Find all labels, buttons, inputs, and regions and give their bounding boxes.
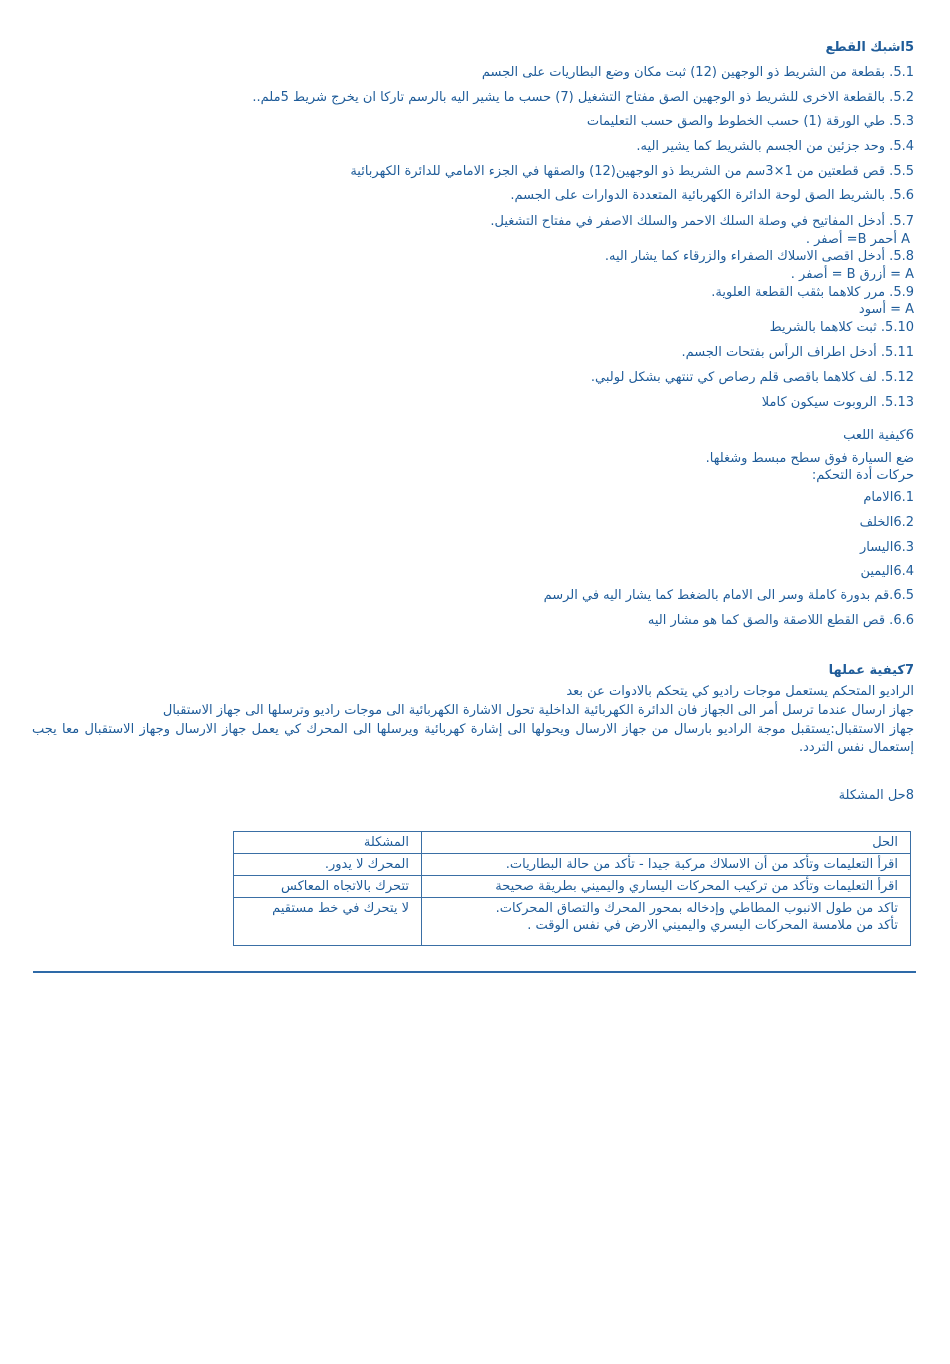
step-6-1: 6.1الامام xyxy=(863,490,914,505)
header-solution: الحل xyxy=(422,832,911,854)
step-5-11: 5.11. أدخل اطراف الرأس بفتحات الجسم. xyxy=(681,345,914,360)
how-it-works-line-2: جهاز ارسال عندما ترسل أمر الى الجهاز فان الدائرة الكهربائية الداخلية تحول الاشارة الكهربائية الى موجات راديو وترسلها الى جهاز الاستقبال xyxy=(162,703,914,718)
step-5-7: 5.7. أدخل المفاتيح في وصلة السلك الاحمر والسلك الاصفر في مفتاح التشغيل. xyxy=(490,214,914,229)
step-5-2: 5.2. بالقطعة الاخرى للشريط ذو الوجهين الصق مفتاح التشغيل (7) حسب ما يشير اليه بالرسم تاركا ان يخرج شريط 5ملم.. xyxy=(252,90,914,105)
step-5-13: 5.13. الروبوت سيكون كاملا xyxy=(761,395,914,410)
wire-note-black: A = أسود xyxy=(858,302,914,317)
step-5-1: 5.1. بقطعة من الشريط ذو الوجهين (12) ثبت مكان وضع البطاريات على الجسم xyxy=(481,65,914,80)
wire-note-red-yellow: A أحمر B= أصفر . xyxy=(805,232,910,247)
section-5-heading: 5اشبك القطع xyxy=(825,40,914,55)
step-5-9: 5.9. مرر كلاهما بثقب القطعة العلوية. xyxy=(711,285,914,300)
step-5-3: 5.3. طي الورقة (1) حسب الخطوط والصق حسب التعليمات xyxy=(586,114,914,129)
section-8-heading: 8حل المشكلة xyxy=(838,788,914,803)
step-6-6: 6.6. قص القطع اللاصقة والصق كما هو مشار اليه xyxy=(647,613,914,628)
table-row xyxy=(234,854,911,876)
problem-cell: تتحرك بالاتجاه المعاكس xyxy=(234,876,422,898)
problem-cell: لا يتحرك في خط مستقيم xyxy=(234,898,422,946)
step-5-4: 5.4. وحد جزئين من الجسم بالشريط كما يشير اليه. xyxy=(636,139,914,154)
section-7-heading: 7كيفية عملها xyxy=(828,663,914,678)
solution-cell xyxy=(422,898,911,946)
how-it-works-line-3: جهاز الاستقبال:يستقبل موجة الراديو بارسال من جهاز الارسال ويحولها الى إشارة كهربائية ويرسلها الى المحرك كي يعمل جهاز الارسال وجهاز الاستقبال معا يجب إستعمال نفس التردد. xyxy=(32,722,914,755)
solution-line: اقرأ التعليمات وتأكد من تركيب المحركات اليساري واليميني بطريقة صحيحة xyxy=(495,879,898,894)
solution-line: اقرأ التعليمات وتأكد من أن الاسلاك مركبة جيدا - تأكد من حالة البطاريات. xyxy=(505,857,898,872)
solution-line: تاكد من طول الانبوب المطاطي وإدخاله بمحور المحرك والتصاق المحركات. xyxy=(495,901,898,916)
step-5-8: 5.8. أدخل اقصى الاسلاك الصفراء والزرقاء كما يشار اليه. xyxy=(604,249,914,264)
step-5-5: 5.5. قص قطعتين من 1×3سم من الشريط ذو الوجهين(12) والصقها في الجزء الامامي للدائرة الكهربائية xyxy=(350,164,914,179)
wire-note-blue-yellow: A = أزرق B = أصفر . xyxy=(790,267,914,282)
step-6-3: 6.3اليسار xyxy=(859,540,914,555)
step-5-10: 5.10. ثبت كلاهما بالشريط xyxy=(769,320,914,335)
step-6-4: 6.4اليمين xyxy=(860,564,914,579)
problem-cell: المحرك لا يدور. xyxy=(234,854,422,876)
table-row xyxy=(234,876,911,898)
header-problem: المشكلة xyxy=(234,832,422,854)
play-intro-line-1: ضع السيارة فوق سطح مبسط وشغلها. xyxy=(705,451,914,466)
step-6-2: 6.2الخلف xyxy=(859,515,914,530)
table-row xyxy=(234,898,911,946)
how-it-works-line-1: الراديو المتحكم يستعمل موجات راديو كي يتحكم بالادوات عن بعد xyxy=(566,684,914,699)
table-header-row xyxy=(234,832,911,854)
play-intro-line-2: حركات أدة التحكم: xyxy=(811,468,914,483)
footer-divider xyxy=(33,971,916,973)
step-6-5: 6.5.قم بدورة كاملة وسر الى الامام بالضغط كما يشار اليه في الرسم xyxy=(543,588,914,603)
step-5-12: 5.12. لف كلاهما باقصى قلم رصاص كي تنتهي بشكل لولبي. xyxy=(590,370,914,385)
solution-cell xyxy=(422,854,911,876)
step-5-6: 5.6. بالشريط الصق لوحة الدائرة الكهربائية المتعددة الدوارات على الجسم. xyxy=(510,188,914,203)
solution-cell xyxy=(422,876,911,898)
section-6-heading: 6كيفية اللعب xyxy=(843,428,914,443)
troubleshooting-table xyxy=(233,831,911,946)
solution-line: تأكد من ملامسة المحركات اليسري واليميني الارض في نفس الوقت . xyxy=(527,918,898,933)
